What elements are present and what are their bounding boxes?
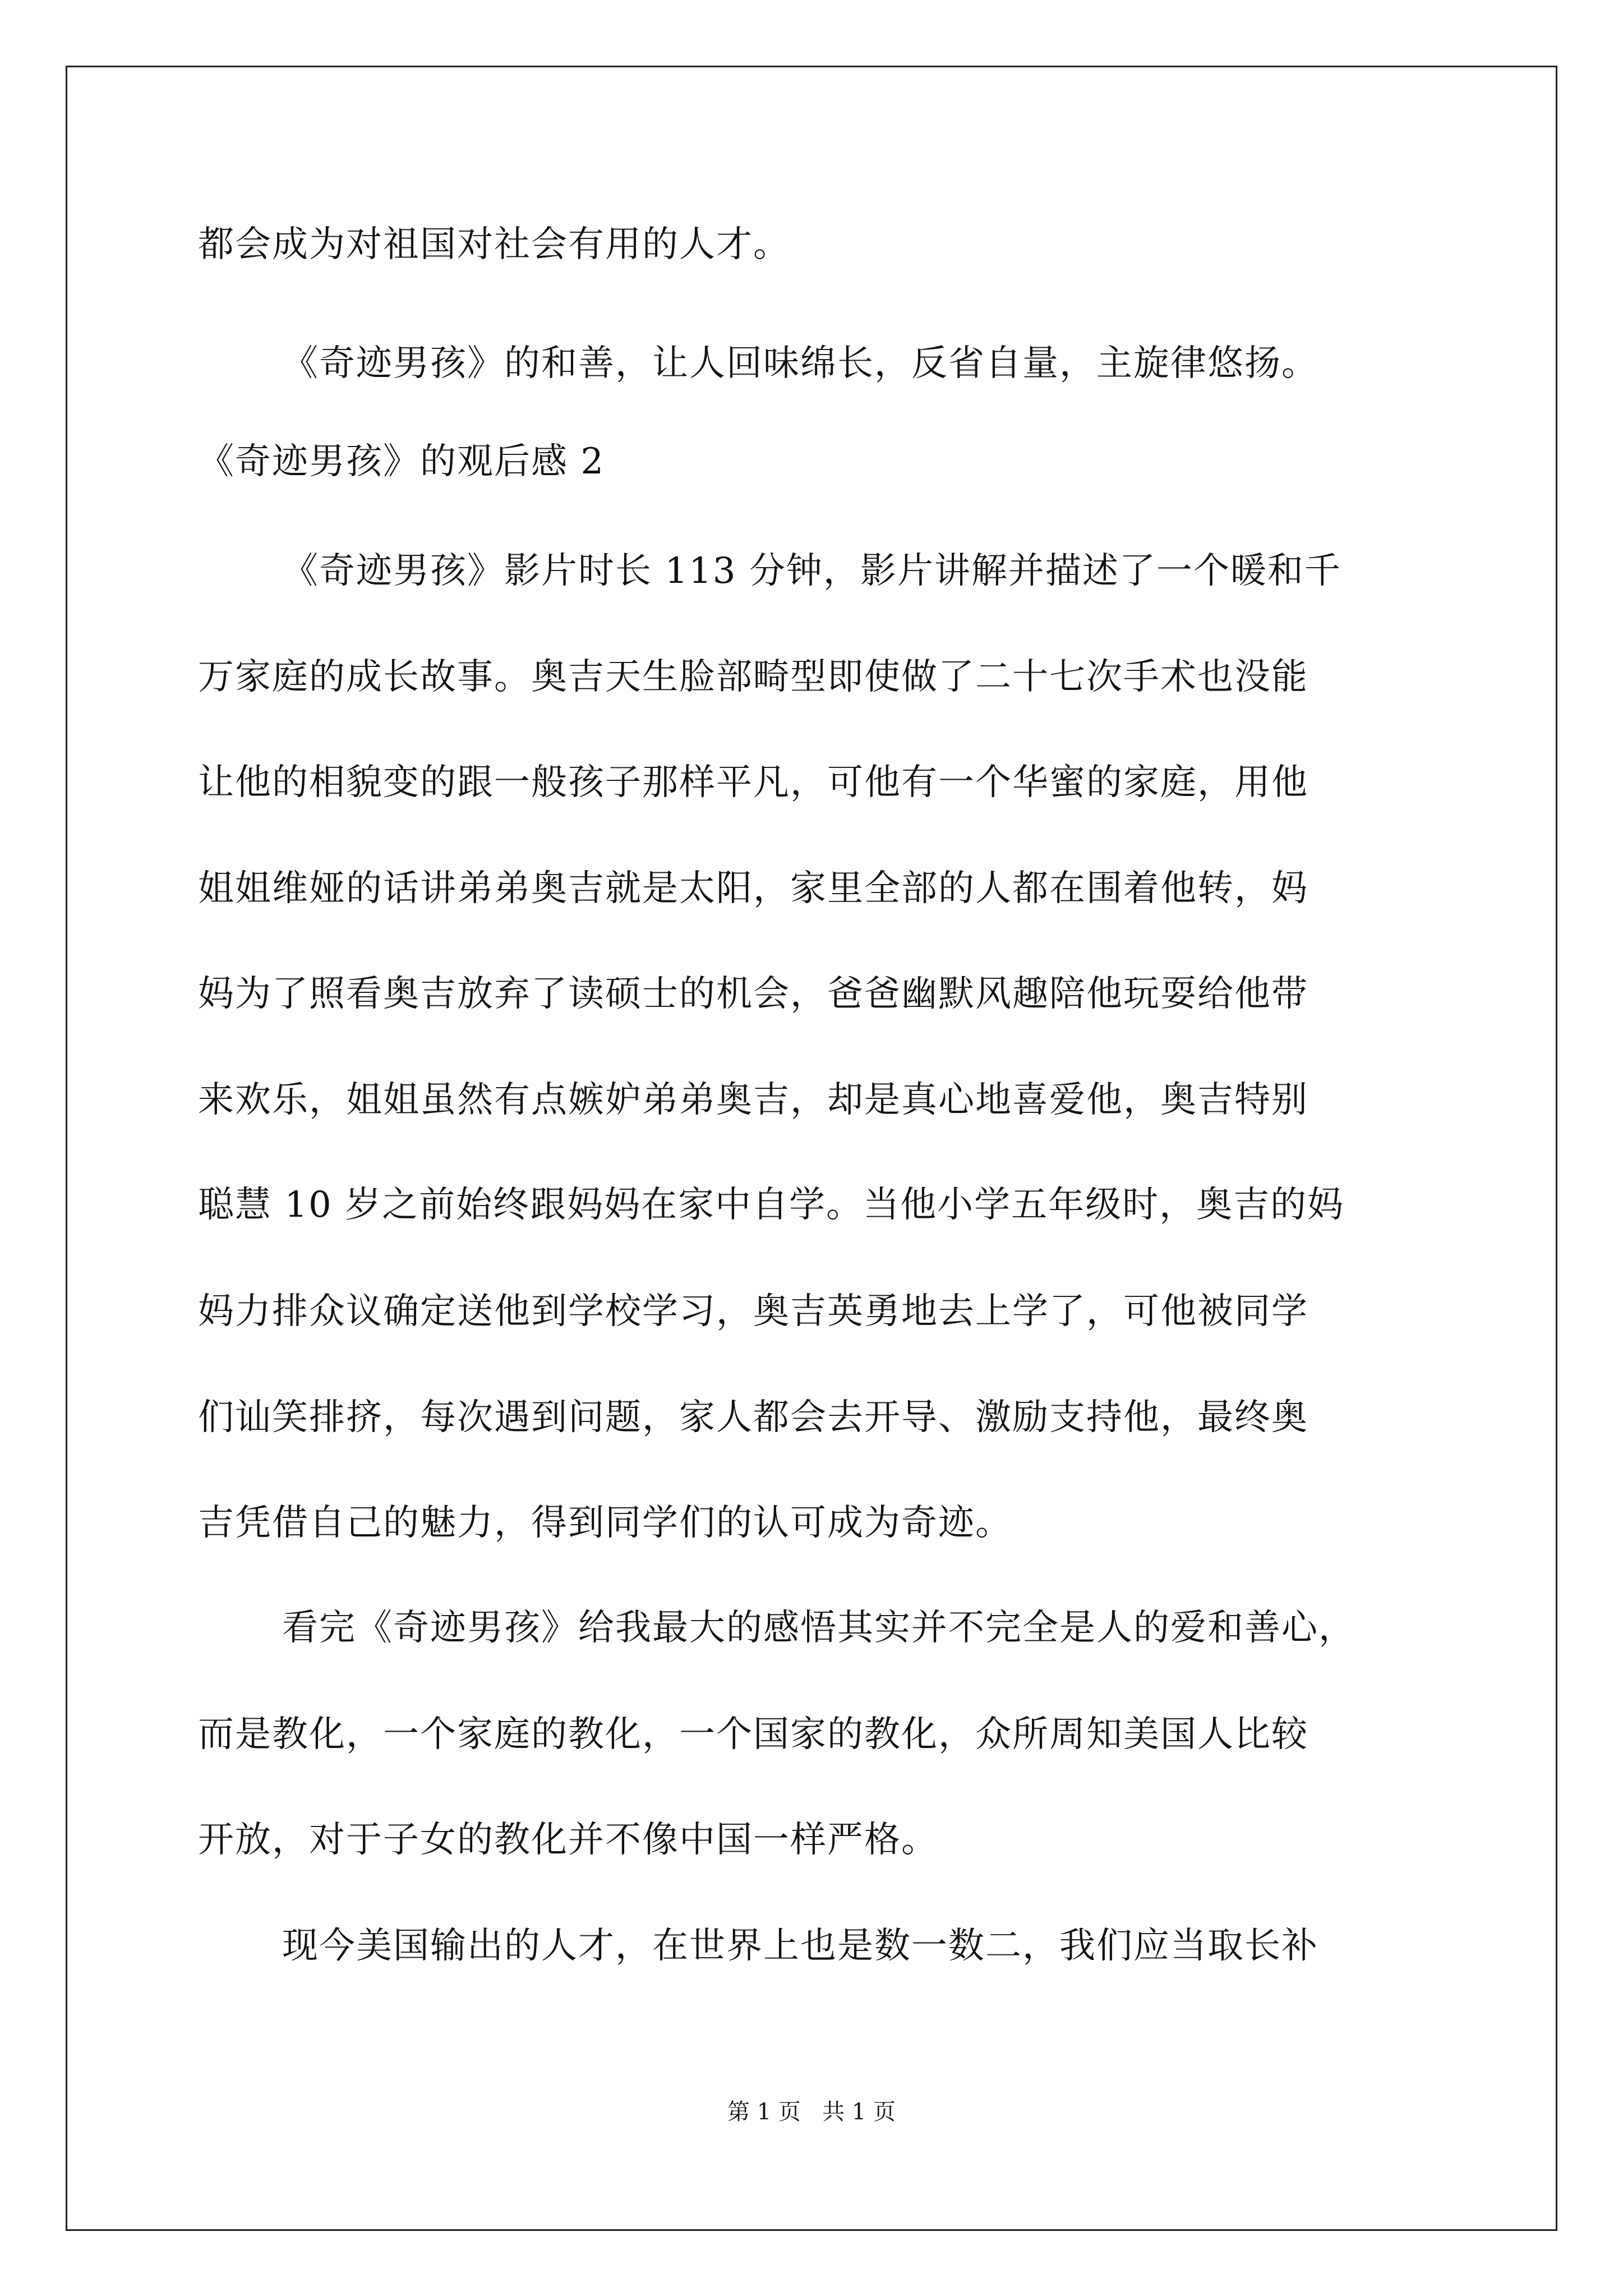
text-line: 《奇迹男孩》影片时长 113 分钟，影片讲解并描述了一个暖和千	[282, 550, 1341, 592]
page-number-footer: 第 1 页 共 1 页	[727, 2099, 896, 2125]
text-line: 都会成为对祖国对社会有用的人才。	[198, 224, 790, 265]
section-heading: 《奇迹男孩》的观后感 2	[198, 441, 605, 482]
text-line: 万家庭的成长故事。奥吉天生脸部畸型即使做了二十七次手术也没能	[198, 656, 1308, 698]
text-line: 妈力排众议确定送他到学校学习，奥吉英勇地去上学了，可他被同学	[198, 1291, 1308, 1332]
text-line: 《奇迹男孩》的和善，让人回味绵长，反省自量，主旋律悠扬。	[282, 343, 1318, 384]
text-line: 看完《奇迹男孩》给我最大的感悟其实并不完全是人的爱和善心，	[282, 1607, 1355, 1649]
text-line: 吉凭借自己的魅力，得到同学们的认可成为奇迹。	[198, 1502, 1012, 1544]
text-line: 们讪笑排挤，每次遇到问题，家人都会去开导、激励支持他，最终奥	[198, 1397, 1308, 1438]
text-line: 而是教化，一个家庭的教化，一个国家的教化，众所周知美国人比较	[198, 1714, 1308, 1755]
text-line: 聪慧 10 岁之前始终跟妈妈在家中自学。当他小学五年级时，奥吉的妈	[198, 1184, 1345, 1226]
text-line: 姐姐维娅的话讲弟弟奥吉就是太阳，家里全部的人都在围着他转，妈	[198, 868, 1308, 909]
text-line: 让他的相貌变的跟一般孩子那样平凡，可他有一个华蜜的家庭，用他	[198, 762, 1308, 803]
page-border	[66, 66, 1557, 2231]
text-line: 来欢乐，姐姐虽然有点嫉妒弟弟奥吉，却是真心地喜爱他，奥吉特别	[198, 1079, 1308, 1121]
text-line: 现今美国输出的人才，在世界上也是数一数二，我们应当取长补	[282, 1925, 1318, 1967]
text-line: 妈为了照看奥吉放弃了读硕士的机会，爸爸幽默风趣陪他玩耍给他带	[198, 973, 1308, 1015]
text-line: 开放，对于子女的教化并不像中国一样严格。	[198, 1819, 938, 1861]
